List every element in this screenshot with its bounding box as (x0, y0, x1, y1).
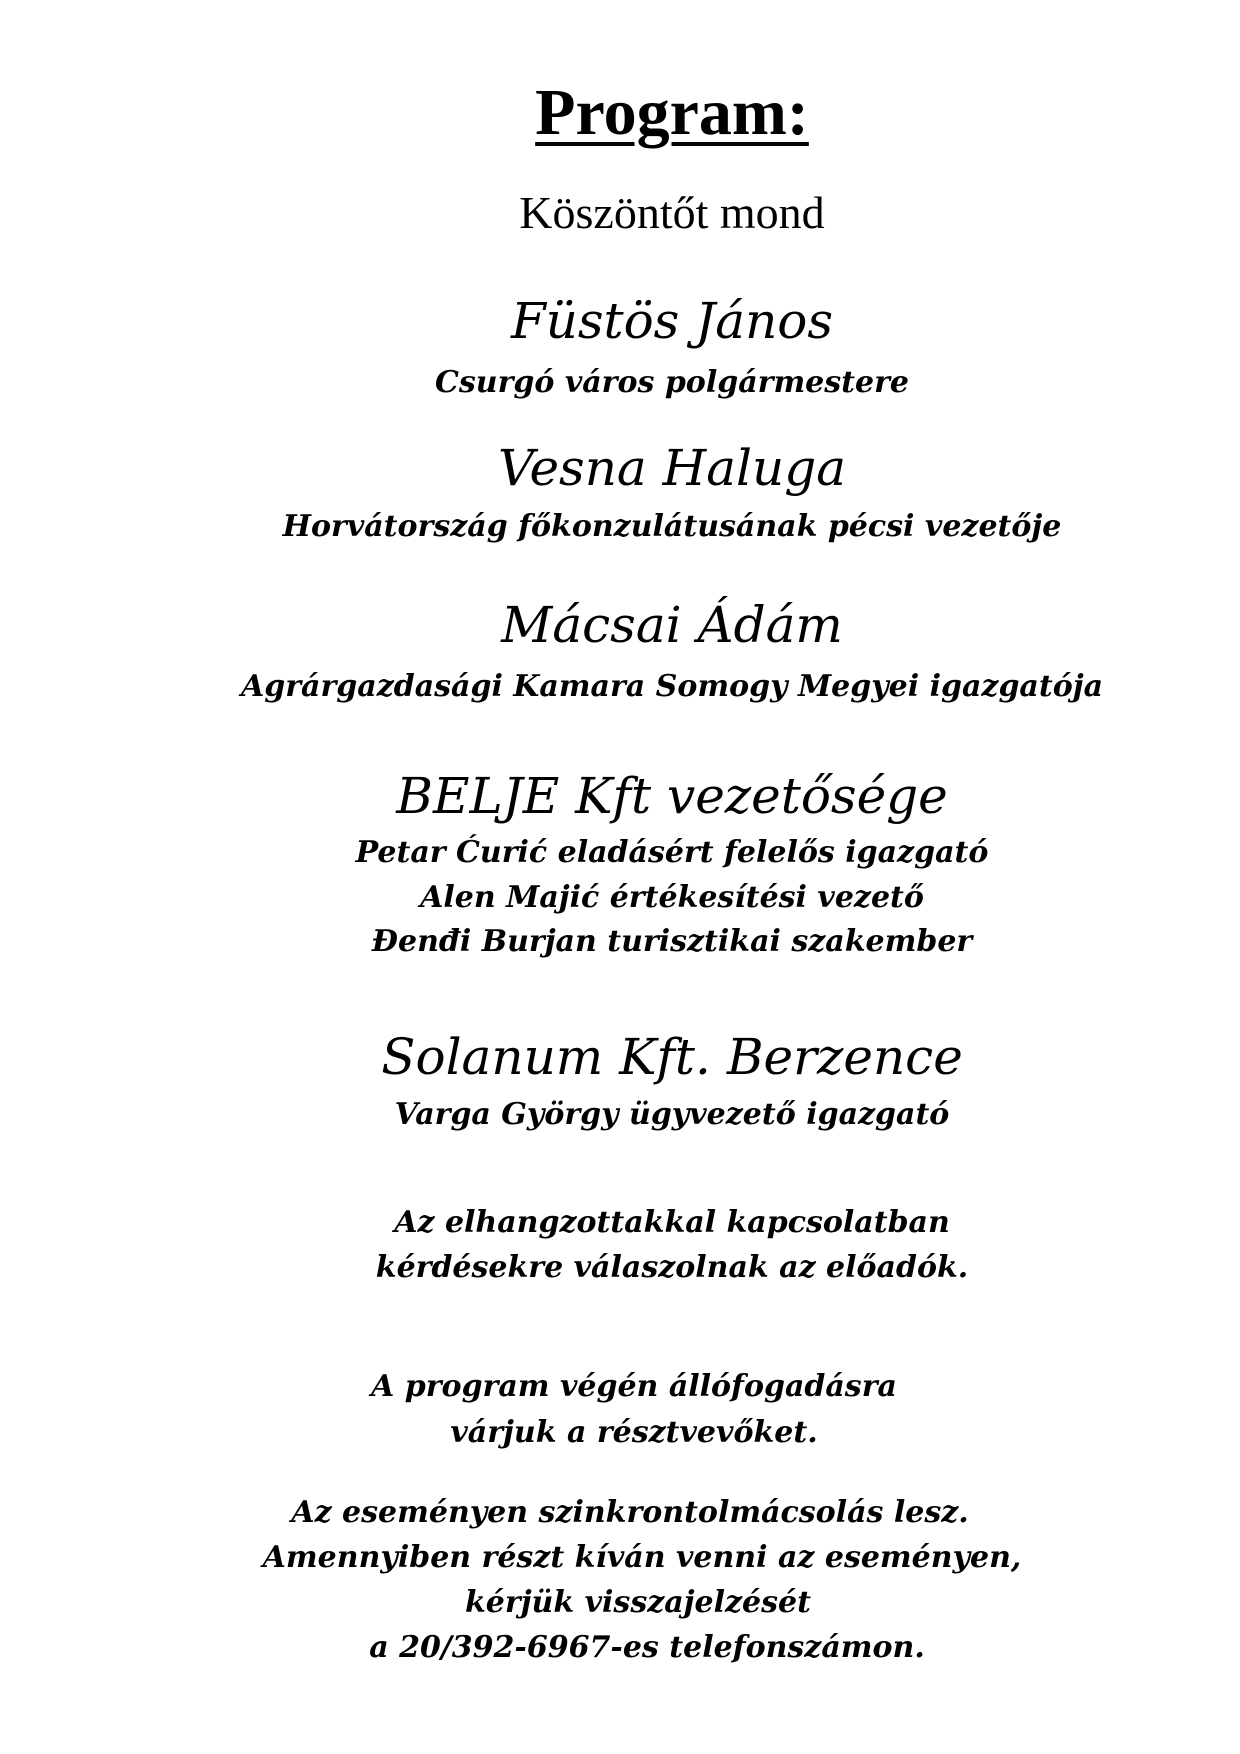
speaker-name: Solanum Kft. Berzence (381, 1028, 963, 1086)
speaker-name: Mácsai Ádám (501, 596, 843, 654)
speaker-role: Petar Ćurić eladásért felelős igazgató (355, 835, 989, 870)
speaker-role: Horvátország főkonzulátusának pécsi vezetője (282, 509, 1062, 544)
interpretation-note-line: kérjük visszajelzését (465, 1585, 811, 1620)
page-title: Program: (535, 76, 809, 149)
speaker-role: Agrárgazdasági Kamara Somogy Megyei igazgatója (240, 669, 1104, 704)
speaker-name: Vesna Haluga (497, 439, 847, 497)
speaker-name: Füstös János (510, 292, 834, 350)
speaker-role: Alen Majić értékesítési vezető (420, 880, 924, 915)
reception-note-line: várjuk a résztvevőket. (450, 1415, 818, 1450)
qa-note-line: Az elhangzottakkal kapcsolatban (394, 1205, 950, 1240)
speaker-role: Csurgó város polgármestere (435, 365, 909, 400)
interpretation-note-line: a 20/392-6967-es telefonszámon. (369, 1630, 925, 1665)
reception-note-line: A program végén állófogadásra (371, 1369, 897, 1404)
qa-note-line: kérdésekre válaszolnak az előadók. (375, 1250, 969, 1285)
intro-text: Köszöntőt mond (519, 187, 825, 238)
interpretation-note-line: Az eseményen szinkrontolmácsolás lesz. (291, 1495, 969, 1530)
speaker-name: BELJE Kft vezetősége (396, 767, 948, 825)
speaker-role: Đenđi Burjan turisztikai szakember (371, 924, 973, 959)
interpretation-note-line: Amennyiben részt kíván venni az eseményen, (262, 1540, 1022, 1575)
speaker-role: Varga György ügyvezető igazgató (394, 1097, 950, 1132)
